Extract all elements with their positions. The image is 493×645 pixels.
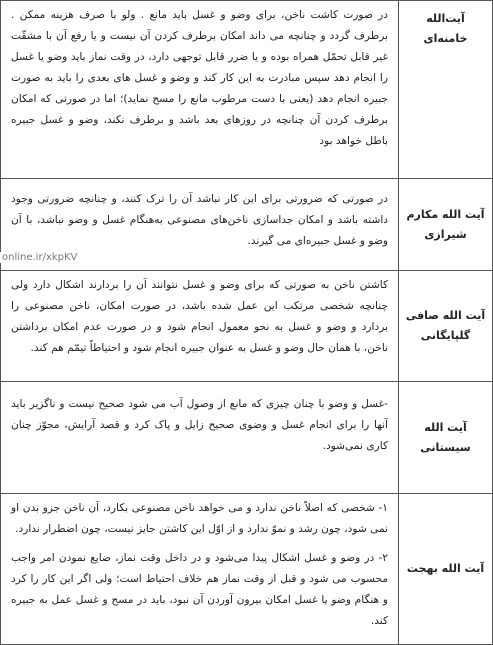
table-row xyxy=(1,1,493,179)
ruling-paragraph: -غسل و وضو با چنان چیزی که مانع از وصول آب می شود صحیح نیست و ناگزیر باید آنها را برای انجام غسل و وضوی صحیح زایل و پاک کرد و قصد آرایش، مجوّز چنان کاری نمی‌شود. xyxy=(11,398,388,452)
ruling-text xyxy=(1,494,398,644)
table-row xyxy=(1,494,493,645)
authority-name: آیت الله سیستانی xyxy=(398,382,493,493)
ruling-paragraph: در صورت کاشت ناخن، برای وضو و غسل باید مانع . ولو با صرف هزینه ممکن . برطرف گردد و چنانچه می داند امکان برطرف کردن آن نیست و یا رفع آن با مشقّت غیر قابل تحمّل همراه بوده و یا ضرر قابل توجهی دارد، در وقت نماز باید وضو یا غسل را انجام دهد سپس مبادرت به این کار کند و وضو و غسل های بعدی را باید به صورت جبیره انجام دهد (یعنی با دست مرطوب مانع را مسح نماید)؛ اما در صورتی که امکان برطرف کردن آن چنانچه در روزهای بعد باشد و برطرف نکند، وضو و غسل جبیره باطل خواهد بود xyxy=(11,9,388,147)
table-row xyxy=(1,271,493,382)
ruling-paragraph: در صورتی که ضرورتی برای این کار نباشد آن را ترک کنند، و چنانچه ضرورتی وجود داشته باشد و امکان جداسازی ناخن‌های مصنوعی به‌هنگام غسل و وضو نباشد، با آن وضو و غسل جبیره‌ای می گیرند. xyxy=(11,193,388,247)
ruling-paragraph: ۱- شخصی که اصلاً ناخن ندارد و می خواهد ناخن مصنوعی بکارد، آن ناخن جزو بدن او نمی شود، چون رشد و نموّ ندارد و از اوّل این کاشتن جایز نیست، چون اضطرار ندارد. xyxy=(11,502,388,535)
ruling-text xyxy=(1,1,398,178)
ruling-paragraph: ۲- در وضو و غسل اشکال پیدا می‌شود و در داخل وقت نماز، ضایع نمودن امر واجب محسوب می شود و قبل از وقت نماز هم خلاف احتیاط است؛ ولی اگر این کار را کرد و هنگام وضو یا غسل امکان بیرون آوردن آن نبود، باید در مسح و غسل عمل به جبیره کند. xyxy=(11,552,388,627)
ruling-text xyxy=(1,271,398,381)
authority-name: آیت الله مکارم شیرازی xyxy=(398,179,493,270)
ruling-text xyxy=(1,382,398,493)
source-watermark: online.ir/xkpKV xyxy=(2,252,78,263)
ruling-paragraph: کاشتن ناخن به صورتی که برای وضو و غسل نتوانند آن را بردارند اشکال دارد ولی چنانچه شخصی مرتکب این عمل شده باشد، در صورت امکان، ناخن مصنوعی را بردارد و وضو و غسل به نحو معمول انجام شود و در صورت عدم امکان برداشتن ناخن، با همان حال وضو و غسل به عنوان جبیره انجام شود و احتیاطاً تیمّم هم کند. xyxy=(11,279,388,354)
authority-name: آیت الله صافی گلپایگانی xyxy=(398,271,493,381)
authority-name: آیت الله بهجت xyxy=(398,494,493,644)
table-row xyxy=(1,382,493,494)
authority-name: آیت‌الله خامنه‌ای xyxy=(398,1,493,178)
